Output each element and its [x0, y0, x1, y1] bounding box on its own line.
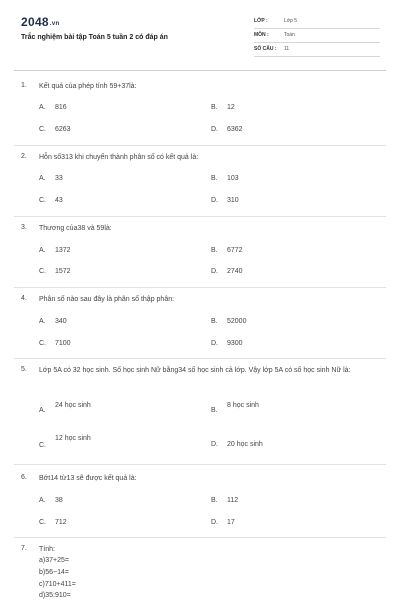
question-number: 2. — [21, 153, 27, 160]
meta-subject-label: MÔN : — [254, 32, 269, 38]
option-b-letter: B. — [211, 497, 218, 504]
page-header — [0, 0, 400, 66]
option-d-letter: D. — [211, 340, 218, 347]
meta-grade — [254, 16, 380, 29]
option-c-text[interactable]: 1572 — [55, 268, 71, 275]
meta-count-value: 11 — [284, 46, 290, 52]
option-b-letter: B. — [211, 247, 218, 254]
question-number: 5. — [21, 366, 27, 373]
option-c-letter: C. — [39, 519, 46, 526]
option-a-text[interactable]: 1372 — [55, 247, 71, 254]
option-d-letter: D. — [211, 197, 218, 204]
option-a-letter: A. — [39, 318, 46, 325]
option-d-text[interactable]: 20 học sinh — [227, 441, 263, 448]
option-b-text[interactable]: 6772 — [227, 247, 243, 254]
meta-subject — [254, 30, 380, 43]
option-a-letter: A. — [39, 497, 46, 504]
option-d-text[interactable]: 2740 — [227, 268, 243, 275]
option-c-letter: C. — [39, 268, 46, 275]
option-a-text[interactable]: 340 — [55, 318, 67, 325]
meta-count — [254, 44, 380, 57]
question-number: 7. — [21, 545, 27, 552]
option-c-letter: C. — [39, 197, 46, 204]
header-divider — [14, 70, 386, 71]
question-number: 4. — [21, 295, 27, 302]
question-text: Phân số nào sau đây là phân số thập phân: — [39, 296, 175, 303]
option-b-text[interactable]: 52000 — [227, 318, 247, 325]
option-c-letter: C. — [39, 442, 46, 449]
question-separator — [14, 287, 386, 288]
option-c-text[interactable]: 712 — [55, 519, 67, 526]
option-c-letter: C. — [39, 126, 46, 133]
option-d-letter: D. — [211, 441, 218, 448]
option-b-letter: B. — [211, 175, 218, 182]
option-a-letter: A. — [39, 175, 46, 182]
option-a-letter: A. — [39, 407, 46, 414]
option-b-text[interactable]: 103 — [227, 175, 239, 182]
option-a-text[interactable]: 33 — [55, 175, 63, 182]
question-separator — [14, 216, 386, 217]
calc-line-d: d)35:910= — [39, 592, 71, 599]
brand-logo[interactable] — [21, 15, 59, 29]
option-a-letter: A. — [39, 247, 46, 254]
option-b-text[interactable]: 8 học sinh — [227, 402, 259, 409]
option-c-letter: C. — [39, 340, 46, 347]
brand-suffix: .vn — [49, 21, 60, 27]
question-separator — [14, 464, 386, 465]
option-d-letter: D. — [211, 519, 218, 526]
worksheet-title: Trắc nghiệm bài tập Toán 5 tuần 2 có đáp án — [21, 34, 168, 41]
question-separator — [14, 537, 386, 538]
option-a-text[interactable]: 24 học sinh — [55, 402, 91, 409]
option-c-text[interactable]: 43 — [55, 197, 63, 204]
question-text: Hỗn số313 khi chuyển thành phân số có kết quả là: — [39, 154, 199, 161]
question-text: Bớt14 từ13 sẽ được kết quả là: — [39, 475, 137, 482]
question-number: 3. — [21, 224, 27, 231]
option-d-letter: D. — [211, 268, 218, 275]
option-d-text[interactable]: 17 — [227, 519, 235, 526]
option-b-letter: B. — [211, 318, 218, 325]
brand-name: 2048 — [21, 15, 49, 29]
option-b-letter: B. — [211, 407, 218, 414]
option-d-letter: D. — [211, 126, 218, 133]
calc-line-a: a)37+25= — [39, 557, 69, 564]
question-text: Thương của38 và 59là: — [39, 225, 112, 232]
meta-subject-value: Toán — [284, 32, 295, 38]
question-number: 6. — [21, 474, 27, 481]
option-a-text[interactable]: 38 — [55, 497, 63, 504]
option-c-text[interactable]: 7100 — [55, 340, 71, 347]
option-a-text[interactable]: 816 — [55, 104, 67, 111]
option-c-text[interactable]: 6263 — [55, 126, 71, 133]
option-b-text[interactable]: 112 — [227, 497, 239, 504]
meta-grade-value: Lớp 5 — [284, 18, 298, 24]
question-number: 1. — [21, 82, 27, 89]
question-text: Tính: — [39, 546, 55, 553]
option-c-text[interactable]: 12 học sinh — [55, 435, 91, 442]
meta-count-label: SỐ CÂU : — [254, 46, 277, 52]
question-separator — [14, 145, 386, 146]
meta-grade-label: LỚP : — [254, 18, 268, 24]
option-a-letter: A. — [39, 104, 46, 111]
question-separator — [14, 358, 386, 359]
option-b-text[interactable]: 12 — [227, 104, 235, 111]
calc-line-b: b)56−14= — [39, 569, 69, 576]
option-d-text[interactable]: 6362 — [227, 126, 243, 133]
option-d-text[interactable]: 310 — [227, 197, 239, 204]
question-text: Lớp 5A có 32 học sinh. Số học sinh Nữ bằng34 số học sinh cả lớp. Vậy lớp 5A có số học sinh Nữ là: — [39, 367, 351, 374]
question-text: Kết quả của phép tính 59+37là: — [39, 83, 137, 90]
calc-line-c: c)710+411= — [39, 581, 76, 588]
option-d-text[interactable]: 9300 — [227, 340, 243, 347]
option-b-letter: B. — [211, 104, 218, 111]
